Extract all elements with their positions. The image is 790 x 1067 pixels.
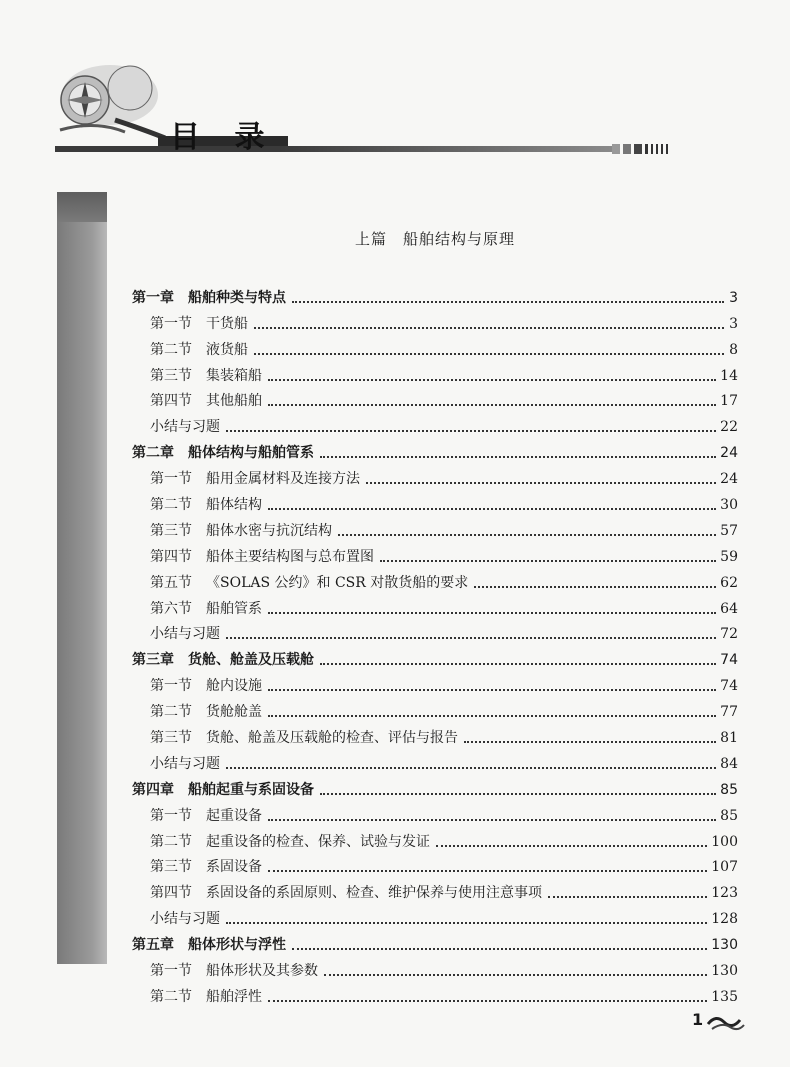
toc-section-row[interactable] [132, 385, 738, 411]
toc-page-number: 74 [720, 652, 738, 669]
toc-chapter-row[interactable] [132, 436, 738, 462]
toc-entry-number: 第六节 [150, 600, 192, 617]
toc-entry-title: 小结与习题 [150, 911, 220, 928]
toc-entry-title: 小结与习题 [150, 755, 220, 772]
toc-page-number: 84 [720, 755, 738, 772]
wave-decoration-icon [706, 1012, 746, 1032]
toc-page-number: 77 [720, 704, 738, 721]
side-strip-top [57, 192, 107, 222]
toc-page-number: 62 [720, 574, 738, 591]
toc-entry-title: 船体主要结构图与总布置图 [206, 548, 374, 565]
toc-leader-dots [268, 378, 716, 381]
toc-section-row[interactable] [132, 540, 738, 566]
toc-section-row[interactable] [132, 592, 738, 618]
toc-summary-row[interactable] [132, 747, 738, 773]
toc-section-row[interactable] [132, 954, 738, 980]
toc-section-row[interactable] [132, 566, 738, 592]
toc-entry-number: 第二节 [150, 988, 192, 1005]
toc-page-number: 100 [711, 833, 738, 850]
toc-section-row[interactable] [132, 695, 738, 721]
part-title: 上篇 船舶结构与原理 [354, 230, 515, 248]
toc-entry-number: 第二节 [150, 341, 192, 358]
toc-entry-title: 其他船舶 [206, 393, 262, 410]
toc-leader-dots [320, 792, 716, 795]
toc-leader-dots [268, 869, 707, 872]
toc-entry-title: 系固设备的系固原则、检查、维护保养与使用注意事项 [206, 885, 542, 902]
toc-leader-dots [268, 507, 716, 510]
toc-section-row[interactable] [132, 825, 738, 851]
toc-leader-dots [320, 662, 716, 665]
toc-page-number: 64 [720, 600, 738, 617]
page-number: 1 [692, 1010, 704, 1029]
toc-entry-title: 起重设备 [206, 807, 262, 824]
toc-chapter-row[interactable] [132, 928, 738, 954]
toc-leader-dots [268, 611, 716, 614]
toc-entry-number: 第五节 [150, 574, 192, 591]
toc-leader-dots [324, 973, 707, 976]
toc-page-number: 72 [720, 626, 738, 643]
toc-leader-dots [226, 636, 716, 639]
toc-page-number: 74 [720, 678, 738, 695]
table-of-contents [132, 281, 738, 1006]
toc-entry-title: 液货船 [206, 341, 248, 358]
toc-entry-title: 船舶管系 [206, 600, 262, 617]
compass-decoration-icon [55, 60, 175, 145]
toc-entry-title: 小结与习题 [150, 626, 220, 643]
toc-entry-title: 船舶起重与系固设备 [188, 781, 314, 798]
toc-section-row[interactable] [132, 876, 738, 902]
page-title: 目 录 [170, 120, 277, 155]
page-header [0, 0, 790, 170]
toc-leader-dots [338, 533, 716, 536]
toc-leader-dots [268, 818, 716, 821]
toc-entry-number: 第一节 [150, 678, 192, 695]
toc-entry-title: 船用金属材料及连接方法 [206, 471, 360, 488]
toc-section-row[interactable] [132, 669, 738, 695]
toc-entry-title: 起重设备的检查、保养、试验与发证 [206, 833, 430, 850]
toc-entry-number: 第一章 [132, 289, 174, 306]
toc-leader-dots [464, 740, 716, 743]
toc-leader-dots [474, 585, 716, 588]
toc-leader-dots [366, 481, 716, 484]
toc-page-number: 24 [720, 471, 738, 488]
toc-leader-dots [226, 766, 716, 769]
toc-page-number: 3 [729, 315, 738, 332]
toc-entry-title: 集装箱船 [206, 367, 262, 384]
toc-entry-number: 第二节 [150, 497, 192, 514]
toc-section-row[interactable] [132, 851, 738, 877]
toc-page-number: 57 [720, 522, 738, 539]
toc-entry-title: 船舶种类与特点 [188, 289, 286, 306]
toc-chapter-row[interactable] [132, 281, 738, 307]
toc-entry-number: 第三节 [150, 367, 192, 384]
toc-summary-row[interactable] [132, 902, 738, 928]
toc-section-row[interactable] [132, 488, 738, 514]
toc-entry-title: 货舱舱盖 [206, 704, 262, 721]
toc-entry-number: 第五章 [132, 937, 174, 954]
toc-entry-title: 干货船 [206, 315, 248, 332]
toc-page-number: 17 [720, 393, 738, 410]
toc-section-row[interactable] [132, 799, 738, 825]
toc-page-number: 24 [720, 445, 738, 462]
toc-entry-number: 第二章 [132, 445, 174, 462]
toc-leader-dots [268, 714, 716, 717]
toc-page-number: 128 [711, 911, 738, 928]
toc-entry-number: 第三节 [150, 522, 192, 539]
toc-page-number: 14 [720, 367, 738, 384]
toc-entry-title: 货舱、舱盖及压载舱 [188, 652, 314, 669]
toc-leader-dots [268, 403, 716, 406]
toc-page-number: 59 [720, 548, 738, 565]
toc-entry-title: 小结与习题 [150, 419, 220, 436]
toc-page-number: 135 [711, 988, 738, 1005]
toc-summary-row[interactable] [132, 618, 738, 644]
toc-section-row[interactable] [132, 462, 738, 488]
toc-page-number: 30 [720, 497, 738, 514]
toc-section-row[interactable] [132, 514, 738, 540]
toc-page-number: 81 [720, 730, 738, 747]
toc-leader-dots [292, 947, 707, 950]
toc-summary-row[interactable] [132, 410, 738, 436]
toc-entry-title: 船体水密与抗沉结构 [206, 522, 332, 539]
toc-entry-number: 第三节 [150, 859, 192, 876]
toc-leader-dots [226, 429, 716, 432]
decorative-bars [612, 144, 671, 154]
toc-entry-number: 第二节 [150, 833, 192, 850]
toc-page-number: 85 [720, 781, 738, 798]
toc-entry-title: 船体形状及其参数 [206, 963, 318, 980]
toc-page-number: 107 [711, 859, 738, 876]
toc-leader-dots [226, 921, 707, 924]
toc-entry-number: 第一节 [150, 315, 192, 332]
toc-entry-title: 船体结构与船舶管系 [188, 445, 314, 462]
toc-page-number: 130 [711, 963, 738, 980]
toc-leader-dots [320, 455, 716, 458]
toc-entry-number: 第四章 [132, 781, 174, 798]
toc-leader-dots [254, 352, 724, 355]
toc-entry-title: 船舶浮性 [206, 988, 262, 1005]
toc-page-number: 22 [720, 419, 738, 436]
toc-page-number: 130 [711, 937, 738, 954]
side-strip [57, 192, 107, 964]
toc-entry-title: 系固设备 [206, 859, 262, 876]
toc-leader-dots [436, 844, 707, 847]
title-bar [55, 146, 615, 152]
toc-section-row[interactable] [132, 333, 738, 359]
toc-leader-dots [254, 326, 724, 329]
toc-entry-number: 第四节 [150, 548, 192, 565]
toc-page-number: 3 [729, 289, 738, 306]
toc-entry-number: 第一节 [150, 471, 192, 488]
toc-entry-number: 第一节 [150, 963, 192, 980]
toc-entry-title: 货舱、舱盖及压载舱的检查、评估与报告 [206, 730, 458, 747]
toc-entry-number: 第三节 [150, 730, 192, 747]
toc-leader-dots [292, 300, 724, 303]
toc-entry-title: 船体结构 [206, 497, 262, 514]
toc-page-number: 85 [720, 807, 738, 824]
toc-entry-title: 《SOLAS 公约》和 CSR 对散货船的要求 [206, 574, 469, 591]
toc-leader-dots [380, 559, 716, 562]
toc-entry-number: 第三章 [132, 652, 174, 669]
toc-entry-number: 第四节 [150, 885, 192, 902]
toc-chapter-row[interactable] [132, 773, 738, 799]
toc-entry-number: 第一节 [150, 807, 192, 824]
toc-entry-number: 第二节 [150, 704, 192, 721]
toc-section-row[interactable] [132, 721, 738, 747]
toc-section-row[interactable] [132, 307, 738, 333]
toc-page-number: 8 [729, 341, 738, 358]
toc-leader-dots [548, 895, 707, 898]
toc-entry-title: 舱内设施 [206, 678, 262, 695]
toc-chapter-row[interactable] [132, 643, 738, 669]
toc-section-row[interactable] [132, 359, 738, 385]
toc-entry-number: 第四节 [150, 393, 192, 410]
toc-page-number: 123 [711, 885, 738, 902]
toc-leader-dots [268, 688, 716, 691]
toc-section-row[interactable] [132, 980, 738, 1006]
toc-leader-dots [268, 999, 707, 1002]
toc-entry-title: 船体形状与浮性 [188, 937, 286, 954]
